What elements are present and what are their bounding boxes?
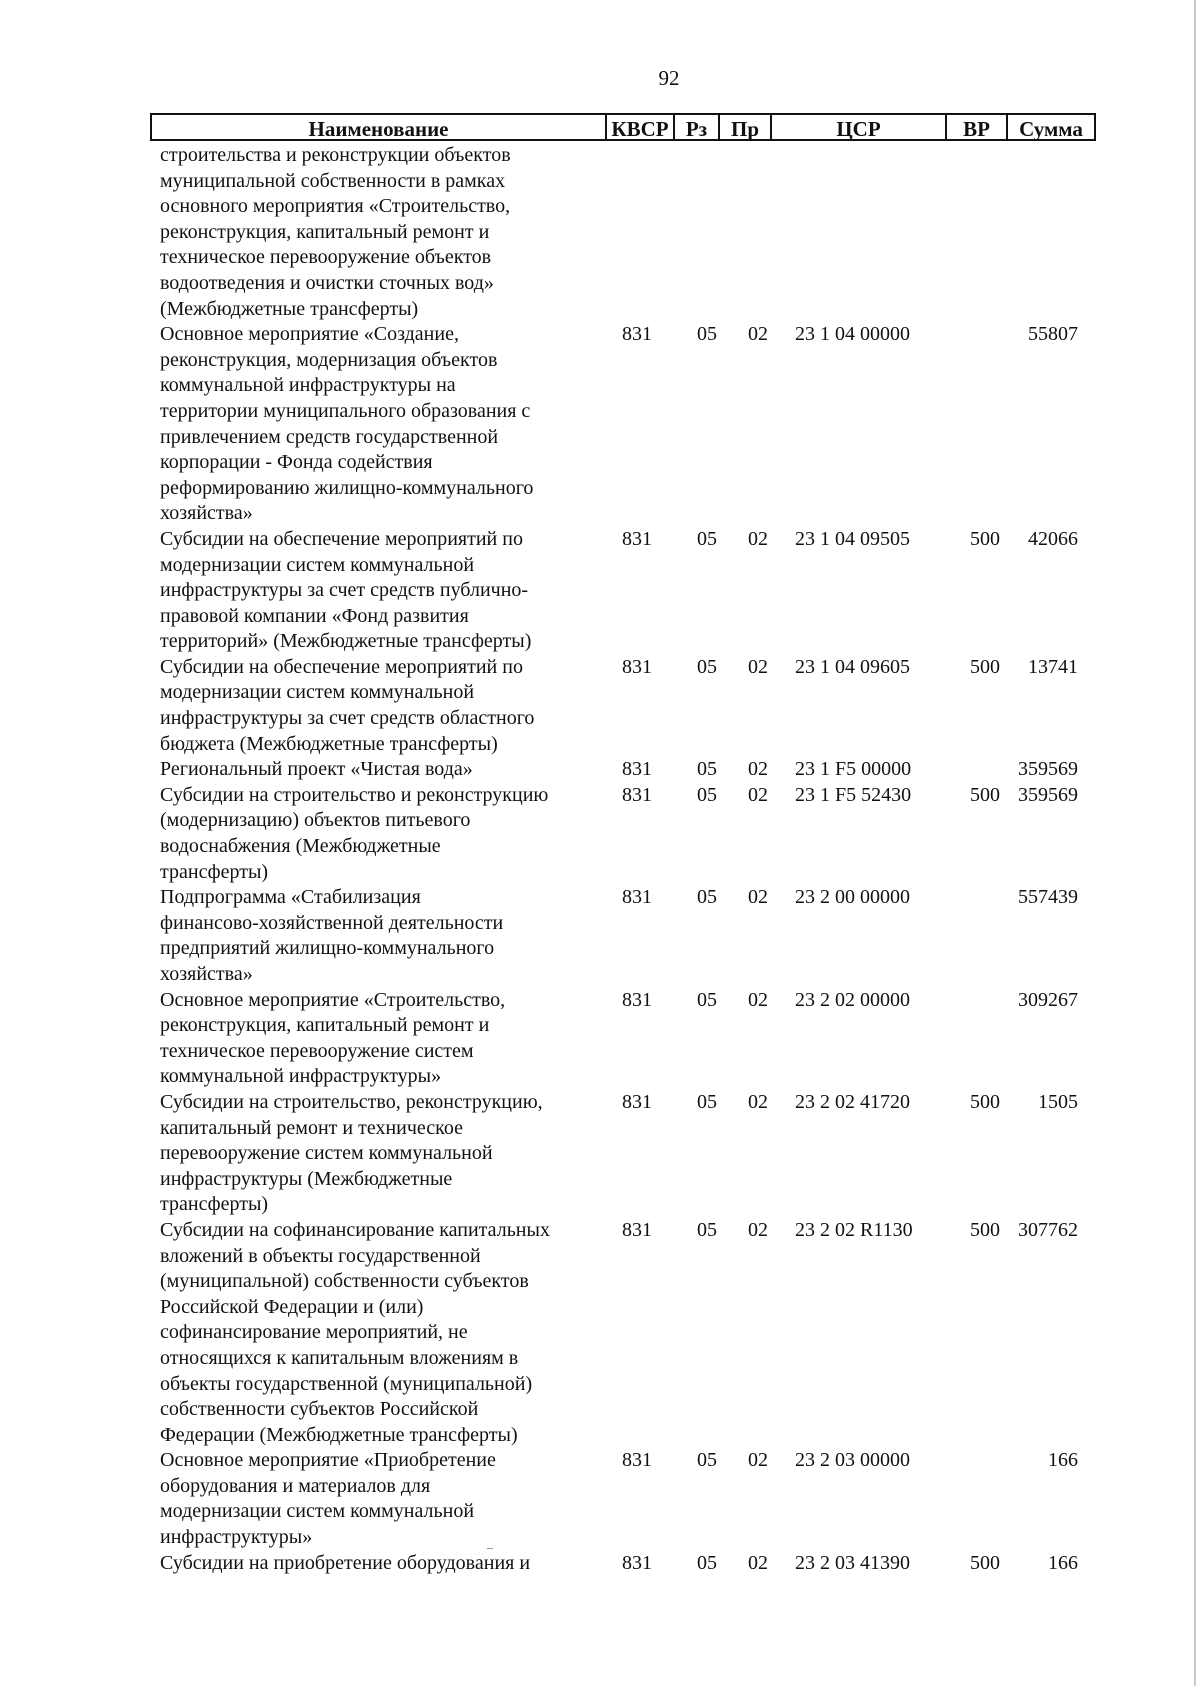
row-rz: 05 <box>697 783 717 806</box>
header-csr: ЦСР <box>772 115 947 139</box>
page-number: 92 <box>658 66 680 90</box>
row-kvsr: 831 <box>622 1090 652 1113</box>
header-rz: Рз <box>675 115 720 139</box>
row-name: Подпрограмма «Стабилизация финансово-хозяйственной деятельности предприятий жилищно-коммунального хозяйства» <box>160 886 504 985</box>
row-name: Субсидии на обеспечение мероприятий по модернизации систем коммунальной инфраструктуры за счет средств публично- правовой компании «Фонд развития территорий» (Межбюджетные трансферты) <box>160 527 532 653</box>
row-name: Основное мероприятие «Строительство, реконструкция, капитальный ремонт и техническое перевооружение систем коммунальной инфраструктуры» <box>160 988 506 1088</box>
table-row <box>160 757 1120 783</box>
table-row <box>160 988 1120 1090</box>
row-sum: 1505 <box>1038 1090 1078 1113</box>
row-sum: 359569 <box>1018 783 1078 806</box>
table-row <box>160 1448 1120 1550</box>
row-sum: 166 <box>1048 1551 1078 1574</box>
row-csr: 23 2 03 41390 <box>795 1551 910 1574</box>
table-row <box>160 143 1120 322</box>
row-kvsr: 831 <box>622 1218 652 1241</box>
row-csr: 23 2 00 00000 <box>795 886 910 909</box>
table-body <box>160 143 1120 1576</box>
row-kvsr: 831 <box>622 323 652 346</box>
row-pr: 02 <box>748 1090 768 1113</box>
row-vr: 500 <box>970 1218 1000 1241</box>
row-csr: 23 1 04 09505 <box>795 527 910 550</box>
header-pr: Пр <box>720 115 772 139</box>
table-row <box>160 322 1120 527</box>
row-pr: 02 <box>748 988 768 1011</box>
row-csr: 23 1 F5 52430 <box>795 783 912 806</box>
table-row <box>160 527 1120 655</box>
row-pr: 02 <box>748 1449 768 1472</box>
row-sum: 359569 <box>1018 758 1078 781</box>
row-pr: 02 <box>748 527 768 550</box>
table-row <box>160 1218 1120 1448</box>
row-vr: 500 <box>970 527 1000 550</box>
row-csr: 23 1 04 09605 <box>795 655 910 678</box>
row-pr: 02 <box>748 655 768 678</box>
row-rz: 05 <box>697 1090 717 1113</box>
row-rz: 05 <box>697 655 717 678</box>
row-vr: 500 <box>970 1551 1000 1574</box>
row-name: Субсидии на приобретение оборудования и <box>160 1551 531 1574</box>
row-rz: 05 <box>697 1449 717 1472</box>
row-kvsr: 831 <box>622 783 652 806</box>
row-name: Субсидии на софинансирование капитальных вложений в объекты государственной (муниципальной) собственности субъектов Российской Федерации и (или) софинансирование мероприятий, не относящихся к капитальным вложениям в объекты государственной (муниципальной) собственности субъектов Российской Федерации (Межбюджетные трансферты) <box>160 1218 550 1446</box>
row-vr: 500 <box>970 655 1000 678</box>
row-name: Основное мероприятие «Создание, реконструкция, модернизация объектов коммунальной инфраструктуры на территории муниципального образования с привлечением средств государственной корпорации - Фонда содействия реформированию жилищно-коммунального хозяйства» <box>160 323 534 525</box>
row-csr: 23 2 02 R1130 <box>795 1218 913 1241</box>
row-kvsr: 831 <box>622 655 652 678</box>
row-name: Субсидии на строительство, реконструкцию, капитальный ремонт и техническое перевооружение систем коммунальной инфраструктуры (Межбюджетные трансферты) <box>160 1090 543 1216</box>
row-pr: 02 <box>748 1551 768 1574</box>
row-csr: 23 1 F5 00000 <box>795 758 912 781</box>
row-name: Основное мероприятие «Приобретение оборудования и материалов для модернизации систем коммунальной инфраструктуры» <box>160 1449 496 1549</box>
table-header <box>150 113 1096 141</box>
row-rz: 05 <box>697 758 717 781</box>
row-sum: 166 <box>1048 1449 1078 1472</box>
row-sum: 13741 <box>1028 655 1078 678</box>
row-name: строительства и реконструкции объектов муниципальной собственности в рамках основного мероприятия «Строительство, реконструкция, капитальный ремонт и техническое перевооружение объектов водоотведения и очистки сточных вод» (Межбюджетные трансферты) <box>160 144 511 320</box>
table-row <box>160 783 1120 885</box>
row-pr: 02 <box>748 1218 768 1241</box>
row-pr: 02 <box>748 758 768 781</box>
scan-mark <box>487 1548 493 1549</box>
row-pr: 02 <box>748 323 768 346</box>
row-name: Субсидии на строительство и реконструкцию (модернизацию) объектов питьевого водоснабжения (Межбюджетные трансферты) <box>160 783 549 883</box>
row-kvsr: 831 <box>622 988 652 1011</box>
header-sum: Сумма <box>1019 116 1083 141</box>
row-name: Субсидии на обеспечение мероприятий по модернизации систем коммунальной инфраструктуры за счет средств областного бюджета (Межбюджетные трансферты) <box>160 655 535 755</box>
row-sum: 42066 <box>1028 527 1078 550</box>
row-name: Региональный проект «Чистая вода» <box>160 758 473 781</box>
row-kvsr: 831 <box>622 1449 652 1472</box>
table-row <box>160 1090 1120 1218</box>
row-csr: 23 2 02 41720 <box>795 1090 910 1113</box>
row-sum: 557439 <box>1018 886 1078 909</box>
row-kvsr: 831 <box>622 527 652 550</box>
row-rz: 05 <box>697 323 717 346</box>
row-rz: 05 <box>697 886 717 909</box>
header-vr: ВР <box>947 115 1008 139</box>
scan-edge-line <box>1194 0 1196 1686</box>
row-rz: 05 <box>697 988 717 1011</box>
row-kvsr: 831 <box>622 886 652 909</box>
row-csr: 23 2 03 00000 <box>795 1449 910 1472</box>
row-pr: 02 <box>748 886 768 909</box>
row-csr: 23 1 04 00000 <box>795 323 910 346</box>
header-kvsr: КВСР <box>607 115 675 139</box>
row-rz: 05 <box>697 1551 717 1574</box>
row-sum: 55807 <box>1028 323 1078 346</box>
row-kvsr: 831 <box>622 758 652 781</box>
row-vr: 500 <box>970 1090 1000 1113</box>
row-vr: 500 <box>970 783 1000 806</box>
row-csr: 23 2 02 00000 <box>795 988 910 1011</box>
row-pr: 02 <box>748 783 768 806</box>
table-row <box>160 655 1120 757</box>
row-rz: 05 <box>697 527 717 550</box>
row-rz: 05 <box>697 1218 717 1241</box>
row-kvsr: 831 <box>622 1551 652 1574</box>
header-name: Наименование <box>152 115 607 139</box>
table-row <box>160 1551 1120 1577</box>
row-sum: 309267 <box>1018 988 1078 1011</box>
row-sum: 307762 <box>1018 1218 1078 1241</box>
table-row <box>160 885 1120 987</box>
